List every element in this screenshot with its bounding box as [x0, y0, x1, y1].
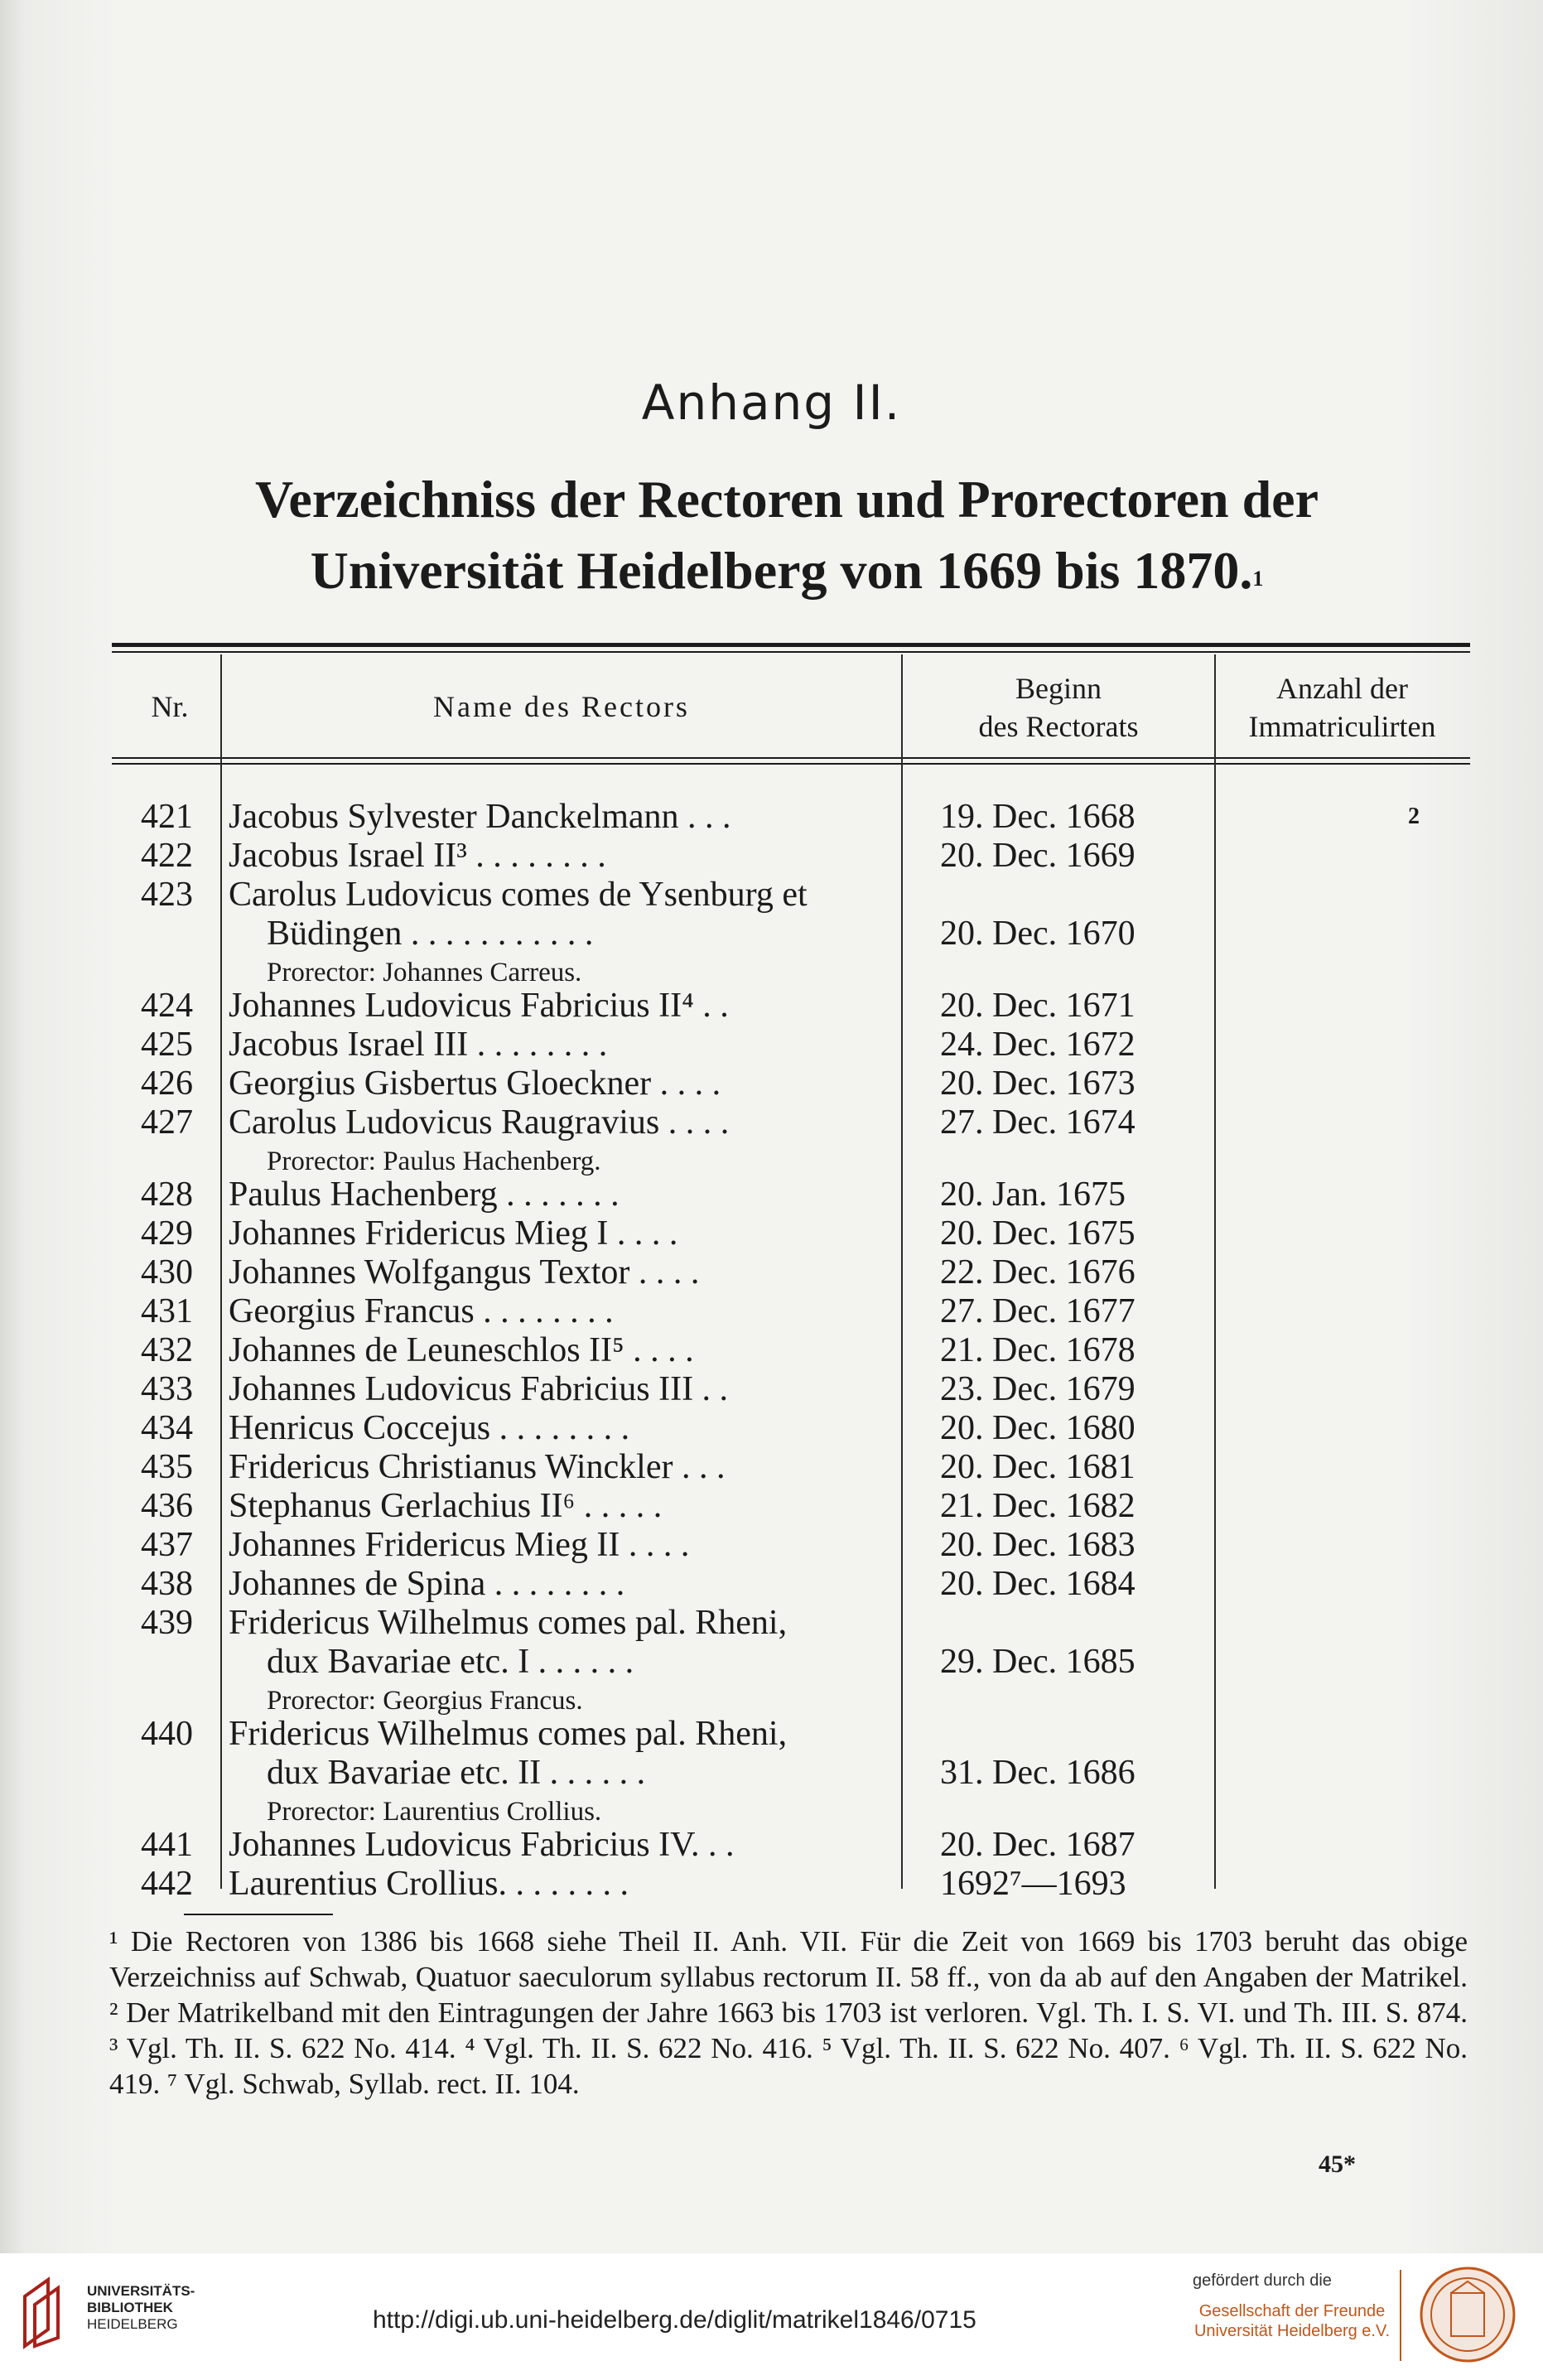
- library-logo-icon: [15, 2271, 73, 2354]
- header-bottom-rule-2: [112, 763, 1470, 765]
- rector-number: 442: [141, 1865, 193, 1903]
- rectorate-start-date: 20. Dec. 1675: [940, 1214, 1136, 1253]
- table-top-rule: [112, 643, 1470, 647]
- header-count: [1216, 669, 1468, 746]
- table-row: [0, 1825, 1543, 1863]
- footer-bar: [0, 2253, 1543, 2380]
- rector-number: 431: [141, 1292, 193, 1330]
- table-row: [0, 1214, 1543, 1252]
- rector-number: 439: [141, 1604, 193, 1642]
- table-row: [0, 1408, 1543, 1446]
- table-row: [0, 1564, 1543, 1602]
- table-row: [0, 1103, 1543, 1141]
- rector-name: Carolus Ludovicus comes de Ysenburg et: [229, 876, 808, 914]
- sponsor-line2: Universität Heidelberg e.V.: [1193, 2322, 1391, 2340]
- rector-name: Fridericus Christianus Winckler . . .: [229, 1448, 726, 1486]
- rector-name: Jacobus Israel II³ . . . . . . . .: [229, 837, 606, 875]
- footer-divider: [1400, 2270, 1401, 2361]
- rector-number: 427: [141, 1103, 193, 1142]
- sponsor-name: [1193, 2301, 1391, 2341]
- table-row: [0, 1714, 1543, 1752]
- footnotes: ¹ Die Rectoren von 1386 bis 1668 siehe Theil II. Anh. VII. Für die Zeit von 1669 bis 1703 beruht das obige Verzeichniss auf Schwab, Quatuor saeculorum syllabus rectorum II. 58 ff., von da ab auf den Angaben der Matrikel. ² Der Matrikelband mit den Eintragungen der Jahre 1663 bis 1703 ist verloren. Vgl. Th. I. S. VI. und Th. III. S. 874. ³ Vgl. Th. II. S. 622 No. 414. ⁴ Vgl. Th. II. S. 622 No. 416. ⁵ Vgl. Th. II. S. 622 No. 407. ⁶ Vgl. Th. II. S. 622 No. 419. ⁷ Vgl. Schwab, Syllab. rect. II. 104.: [109, 1925, 1468, 2100]
- header-count-line2: Immatriculirten: [1248, 710, 1436, 743]
- title-line-2: Universität Heidelberg von 1669 bis 1870.$^1$: [310, 541, 1264, 600]
- rector-number: 440: [141, 1715, 193, 1753]
- rector-name: Johannes Ludovicus Fabricius II⁴ . .: [229, 987, 729, 1025]
- appendix-heading: Anhang II.: [641, 374, 902, 431]
- rectorate-start-date: 22. Dec. 1676: [940, 1253, 1136, 1291]
- rector-name: Paulus Hachenberg . . . . . . .: [229, 1176, 620, 1214]
- title-footnote-mark: 1: [1252, 567, 1264, 591]
- rectorate-start-date: 27. Dec. 1677: [940, 1292, 1136, 1330]
- rector-number: 422: [141, 837, 193, 875]
- table-row: [0, 1753, 1543, 1791]
- table-row: [0, 1025, 1543, 1063]
- rector-number: 437: [141, 1526, 193, 1564]
- library-name: [87, 2283, 195, 2333]
- table-row: [0, 797, 1543, 835]
- rector-name: Stephanus Gerlachius II⁶ . . . . .: [229, 1487, 663, 1525]
- footnote-rule: [184, 1914, 333, 1915]
- rectorate-start-date: 20. Dec. 1681: [940, 1448, 1136, 1486]
- rectorate-start-date: 20. Jan. 1675: [940, 1176, 1126, 1214]
- table-row: [0, 1291, 1543, 1330]
- rectorate-start-date: 20. Dec. 1684: [940, 1565, 1136, 1603]
- rectorate-start-date: 1692⁷—1693: [940, 1865, 1126, 1903]
- rector-number: 421: [141, 798, 193, 836]
- rectorate-start-date: 21. Dec. 1682: [940, 1487, 1136, 1525]
- rector-number: 424: [141, 987, 193, 1025]
- rector-name: Johannes Fridericus Mieg I . . . .: [229, 1214, 678, 1253]
- rector-name: Johannes Ludovicus Fabricius IV. . .: [229, 1826, 735, 1864]
- table-row: [0, 1864, 1543, 1902]
- rector-name: Johannes de Leuneschlos II⁵ . . . .: [229, 1331, 694, 1369]
- rector-number: 425: [141, 1026, 193, 1064]
- table-row: [0, 1369, 1543, 1407]
- prorector-name: Prorector: Georgius Francus.: [267, 1686, 583, 1716]
- header-nr: Nr.: [151, 690, 189, 723]
- rector-name: Johannes Ludovicus Fabricius III . .: [229, 1370, 729, 1408]
- rectorate-start-date: 24. Dec. 1672: [940, 1026, 1136, 1064]
- table-row: [0, 1447, 1543, 1485]
- rectorate-start-date: 20. Dec. 1669: [940, 837, 1136, 875]
- rectorate-start-date: 29. Dec. 1685: [940, 1643, 1136, 1681]
- rectorate-start-date: 31. Dec. 1686: [940, 1754, 1136, 1792]
- table-row: [0, 986, 1543, 1024]
- rector-number: 426: [141, 1064, 193, 1103]
- permalink[interactable]: http://digi.ub.uni-heidelberg.de/diglit/matrikel1846/0715: [373, 2306, 976, 2334]
- rector-number: 436: [141, 1487, 193, 1525]
- sponsor-intro: gefördert durch die: [1193, 2271, 1332, 2290]
- rector-number: 434: [141, 1409, 193, 1447]
- rector-number: 435: [141, 1448, 193, 1486]
- table-row: [0, 1064, 1543, 1102]
- header-begin-line2: des Rectorats: [978, 710, 1139, 743]
- rectorate-start-date: 20. Dec. 1673: [940, 1064, 1136, 1103]
- rector-name: Johannes Wolfgangus Textor . . . .: [229, 1253, 700, 1291]
- table-row: [0, 1525, 1543, 1563]
- table-row: [0, 1253, 1543, 1291]
- page-number: 45*: [1319, 2151, 1356, 2178]
- header-begin: [903, 669, 1214, 746]
- prorector-name: Prorector: Laurentius Crollius.: [267, 1797, 602, 1827]
- rector-number: 428: [141, 1176, 193, 1214]
- rector-name: Georgius Gisbertus Gloeckner . . . .: [229, 1064, 721, 1103]
- prorector-name: Prorector: Paulus Hachenberg.: [267, 1147, 601, 1176]
- rector-name: Jacobus Sylvester Danckelmann . . .: [229, 798, 731, 836]
- rectorate-start-date: 20. Dec. 1683: [940, 1526, 1136, 1564]
- rector-name: Büdingen . . . . . . . . . . .: [267, 915, 594, 953]
- rector-name: Johannes Fridericus Mieg II . . . .: [229, 1526, 690, 1564]
- matriculation-count: 2: [1408, 804, 1420, 829]
- page-title: [124, 464, 1449, 606]
- rectorate-start-date: 19. Dec. 1668: [940, 798, 1136, 836]
- table-row: [0, 836, 1543, 874]
- sponsor-line1: Gesellschaft der Freunde: [1198, 2302, 1386, 2320]
- library-name-line2: BIBLIOTHEK: [87, 2300, 173, 2315]
- table-row: [0, 1486, 1543, 1524]
- rectorate-start-date: 20. Dec. 1680: [940, 1409, 1136, 1447]
- table-row: [0, 1330, 1543, 1369]
- header-bottom-rule: [112, 757, 1470, 759]
- table-row: [0, 875, 1543, 913]
- rectorate-start-date: 21. Dec. 1678: [940, 1331, 1136, 1369]
- rector-name: Laurentius Crollius. . . . . . . .: [229, 1865, 629, 1903]
- table-row: [0, 1603, 1543, 1641]
- rector-name: Fridericus Wilhelmus comes pal. Rheni,: [229, 1715, 788, 1753]
- header-name: Name des Rectors: [433, 690, 690, 723]
- rector-name: Fridericus Wilhelmus comes pal. Rheni,: [229, 1604, 788, 1642]
- rector-number: 441: [141, 1826, 193, 1864]
- table-row: [0, 1642, 1543, 1680]
- rector-name: dux Bavariae etc. I . . . . . .: [267, 1643, 634, 1681]
- table-top-rule-thin: [112, 651, 1470, 653]
- rector-number: 438: [141, 1565, 193, 1603]
- rector-number: 430: [141, 1253, 193, 1291]
- header-begin-line1: Beginn: [1015, 672, 1102, 705]
- table-row: [0, 1175, 1543, 1213]
- rector-name: Johannes de Spina . . . . . . . .: [229, 1565, 625, 1603]
- rectorate-start-date: 23. Dec. 1679: [940, 1370, 1136, 1408]
- rectorate-start-date: 20. Dec. 1671: [940, 987, 1136, 1025]
- header-count-line1: Anzahl der: [1276, 672, 1408, 705]
- prorector-name: Prorector: Johannes Carreus.: [267, 958, 582, 987]
- rectorate-start-date: 20. Dec. 1670: [940, 915, 1136, 953]
- rectorate-start-date: 27. Dec. 1674: [940, 1103, 1136, 1142]
- rector-name: Henricus Coccejus . . . . . . . .: [229, 1409, 630, 1447]
- rectorate-start-date: 20. Dec. 1687: [940, 1826, 1136, 1864]
- rector-name: Jacobus Israel III . . . . . . . .: [229, 1026, 608, 1064]
- title-line-1: Verzeichniss der Rectoren und Prorectoren der: [255, 470, 1319, 529]
- rector-name: Carolus Ludovicus Raugravius . . . .: [229, 1103, 730, 1142]
- library-name-line1: UNIVERSITÄTS-: [87, 2283, 195, 2299]
- rector-number: 429: [141, 1214, 193, 1253]
- rector-number: 423: [141, 876, 193, 914]
- library-name-line3: HEIDELBERG: [87, 2316, 178, 2332]
- table-row: [0, 914, 1543, 952]
- rector-name: Georgius Francus . . . . . . . .: [229, 1292, 614, 1330]
- rector-number: 432: [141, 1331, 193, 1369]
- university-seal-icon: [1418, 2265, 1517, 2364]
- rector-number: 433: [141, 1370, 193, 1408]
- rector-name: dux Bavariae etc. II . . . . . .: [267, 1754, 646, 1792]
